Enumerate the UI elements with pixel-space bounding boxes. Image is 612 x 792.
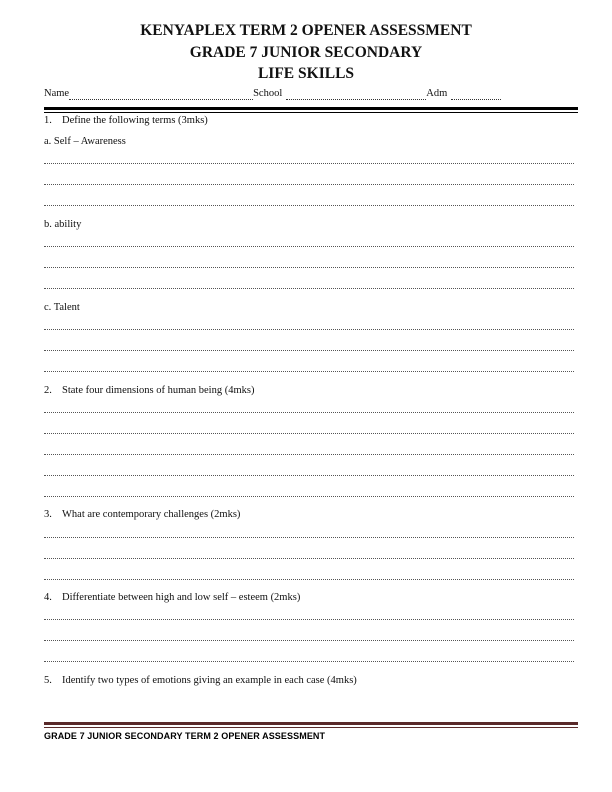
adm-label: Adm — [426, 88, 448, 99]
name-field[interactable] — [69, 88, 253, 100]
school-field[interactable] — [286, 88, 426, 100]
answer-line[interactable] — [44, 640, 574, 641]
answer-line[interactable] — [44, 205, 574, 206]
question-4 — [44, 591, 300, 604]
answer-line[interactable] — [44, 288, 574, 289]
question-2 — [44, 384, 254, 397]
question-3 — [44, 508, 240, 521]
answer-line[interactable] — [44, 163, 574, 164]
header-rule-thick — [44, 107, 578, 110]
answer-line[interactable] — [44, 619, 574, 620]
question-1 — [44, 114, 208, 127]
question-number: 4. — [44, 592, 52, 603]
question-text: State four dimensions of human being (4mks) — [62, 385, 255, 396]
answer-line[interactable] — [44, 433, 574, 434]
header-rule-thin — [44, 112, 578, 113]
footer-rule-thin — [44, 727, 578, 728]
page-footer: GRADE 7 JUNIOR SECONDARY TERM 2 OPENER ASSESSMENT — [44, 731, 326, 741]
name-label: Name — [44, 88, 70, 99]
answer-line[interactable] — [44, 537, 574, 538]
student-info-row — [44, 87, 501, 100]
question-number: 5. — [44, 675, 52, 686]
exam-title: KENYAPLEX TERM 2 OPENER ASSESSMENT — [140, 22, 472, 39]
answer-line[interactable] — [44, 246, 574, 247]
answer-line[interactable] — [44, 184, 574, 185]
answer-line[interactable] — [44, 496, 574, 497]
question-5 — [44, 674, 357, 687]
answer-line[interactable] — [44, 267, 574, 268]
answer-line[interactable] — [44, 329, 574, 330]
answer-line[interactable] — [44, 371, 574, 372]
subject-title: LIFE SKILLS — [257, 65, 355, 82]
answer-line[interactable] — [44, 412, 574, 413]
answer-line[interactable] — [44, 454, 574, 455]
question-text: Define the following terms (3mks) — [62, 115, 208, 126]
question-text: Differentiate between high and low self – esteem (2mks) — [62, 592, 301, 603]
answer-line[interactable] — [44, 350, 574, 351]
answer-line[interactable] — [44, 558, 574, 559]
question-number: 2. — [44, 385, 52, 396]
subpart-b: b. ability — [44, 219, 82, 230]
subpart-c: c. Talent — [44, 302, 80, 313]
question-text: Identify two types of emotions giving an example in each case (4mks) — [62, 675, 357, 686]
grade-title: GRADE 7 JUNIOR SECONDARY — [189, 44, 423, 61]
question-text: What are contemporary challenges (2mks) — [62, 509, 241, 520]
footer-rule-thick — [44, 722, 578, 725]
question-number: 3. — [44, 509, 52, 520]
answer-line[interactable] — [44, 579, 574, 580]
answer-line[interactable] — [44, 661, 574, 662]
school-label: School — [253, 88, 283, 99]
adm-field[interactable] — [451, 88, 501, 100]
question-number: 1. — [44, 115, 52, 126]
subpart-a: a. Self – Awareness — [44, 136, 126, 147]
answer-line[interactable] — [44, 475, 574, 476]
